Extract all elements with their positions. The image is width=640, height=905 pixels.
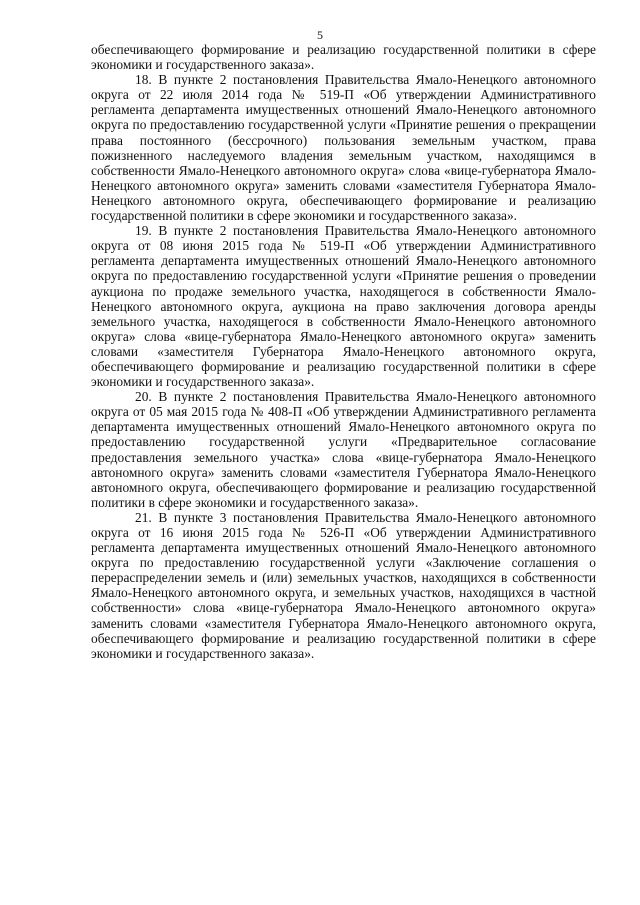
paragraph-item-18: 18. В пункте 2 постановления Правительства Ямало-Ненецкого автономного округа от 22 июля 2014 года № 519-П «Об утверждении Административного регламента департамента имущественных отношений Ямало-Ненецкого автономного округа по предоставлению государственной услуги «Принятие решения о прекращении права постоянного (бессрочного) пользования земельным участком, права пожизненного наследуемого владения земельным участком, находящимся в собственности Ямало-Ненецкого автономного округа» слова «вице-губернатора Ямало-Ненецкого автономного округа» заменить словами «заместителя Губернатора Ямало-Ненецкого автономного округа, обеспечивающего формирование и реализацию государственной политики в сфере экономики и государственного заказа». — [91, 72, 596, 224]
paragraph-continuation: обеспечивающего формирование и реализацию государственной политики в сфере экономики и государственного заказа». — [91, 42, 596, 73]
document-body — [91, 42, 596, 661]
paragraph-item-19: 19. В пункте 2 постановления Правительства Ямало-Ненецкого автономного округа от 08 июня 2015 года № 519-П «Об утверждении Административного регламента департамента имущественных отношений Ямало-Ненецкого автономного округа по предоставлению государственной услуги «Принятие решения о проведении аукциона по продаже земельного участка, находящегося в собственности Ямало-Ненецкого автономного округа, аукциона на право заключения договора аренды земельного участка, находящегося в собственности Ямало-Ненецкого автономного округа» слова «вице-губернатора Ямало-Ненецкого автономного округа» заменить словами «заместителя Губернатора Ямало-Ненецкого автономного округа, обеспечивающего формирование и реализацию государственной политики в сфере экономики и государственного заказа». — [91, 223, 596, 390]
page-number: 5 — [317, 28, 323, 42]
paragraph-item-21: 21. В пункте 3 постановления Правительства Ямало-Ненецкого автономного округа от 16 июня 2015 года № 526-П «Об утверждении Административного регламента департамента имущественных отношений Ямало-Ненецкого автономного округа по предоставлению государственной услуги «Заключение соглашения о перераспределении земель и (или) земельных участков, находящихся в собственности Ямало-Ненецкого автономного округа, и земельных участков, находящихся в частной собственности» слова «вице-губернатора Ямало-Ненецкого автономного округа» заменить словами «заместителя Губернатора Ямало-Ненецкого автономного округа, обеспечивающего формирование и реализацию государственной политики в сфере экономики и государственного заказа». — [91, 509, 596, 661]
paragraph-item-20: 20. В пункте 2 постановления Правительства Ямало-Ненецкого автономного округа от 05 мая 2015 года № 408-П «Об утверждении Административного регламента департамента имущественных отношений Ямало-Ненецкого автономного округа по предоставлению государственной услуги «Предварительное согласование предоставления земельного участка» слова «вице-губернатора Ямало-Ненецкого автономного округа» заменить словами «заместителя Губернатора Ямало-Ненецкого автономного округа, обеспечивающего формирование и реализацию государственной политики в сфере экономики и государственного заказа». — [91, 389, 596, 510]
